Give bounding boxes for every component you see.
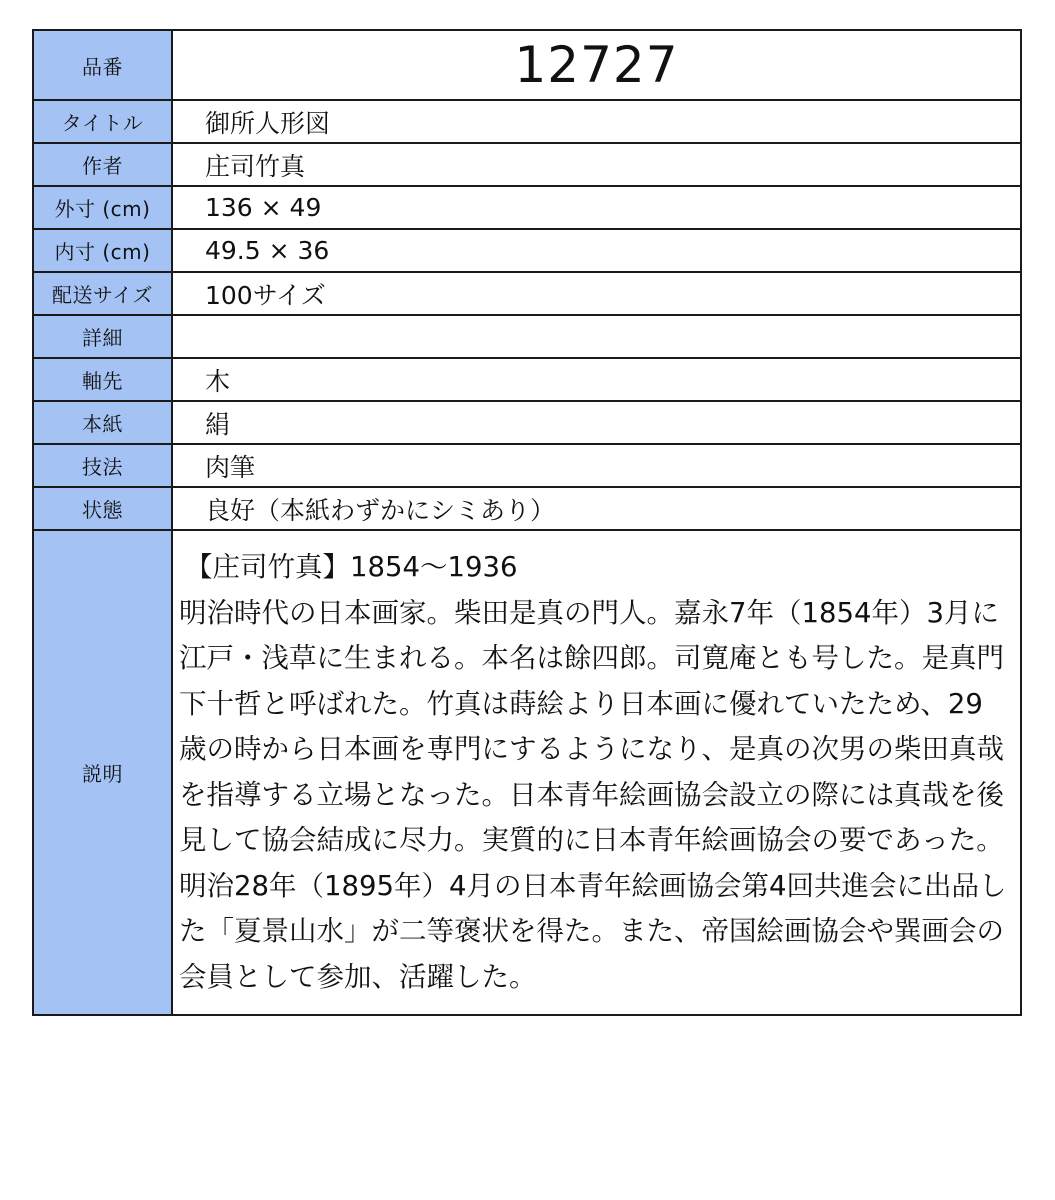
row-condition (33, 487, 1021, 530)
base-material-label: 本紙 (33, 401, 172, 444)
row-outer-size (33, 186, 1021, 229)
description-label: 説明 (33, 530, 172, 1015)
title-value: 御所人形図 (172, 100, 1021, 143)
row-author (33, 143, 1021, 186)
row-inner-size (33, 229, 1021, 272)
technique-label: 技法 (33, 444, 172, 487)
row-description (33, 530, 1021, 1015)
condition-label: 状態 (33, 487, 172, 530)
row-details (33, 315, 1021, 358)
details-value (172, 315, 1021, 358)
title-label: タイトル (33, 100, 172, 143)
description-heading: 【庄司竹真】1854〜1936 (185, 551, 518, 583)
row-technique (33, 444, 1021, 487)
outer-size-value: 136 × 49 (172, 186, 1021, 229)
inner-size-label: 内寸 (cm) (33, 229, 172, 272)
item-spec-table (32, 29, 1022, 1016)
row-item-number (33, 30, 1021, 100)
inner-size-value: 49.5 × 36 (172, 229, 1021, 272)
condition-value: 良好（本紙わずかにシミあり） (172, 487, 1021, 530)
description-cell (172, 530, 1021, 1015)
technique-value: 肉筆 (172, 444, 1021, 487)
author-label: 作者 (33, 143, 172, 186)
roller-end-label: 軸先 (33, 358, 172, 401)
outer-size-label: 外寸 (cm) (33, 186, 172, 229)
row-title (33, 100, 1021, 143)
description-body: 明治時代の日本画家。柴田是真の門人。嘉永7年（1854年）3月に江戸・浅草に生まれる。本名は餘四郎。司寛庵とも号した。是真門下十哲と呼ばれた。竹真は蒔絵より日本画に優れていたため、29歳の時から日本画を専門にするようになり、是真の次男の柴田真哉を指導する立場となった。日本青年絵画協会設立の際には真哉を後見して協会結成に尽力。実質的に日本青年絵画協会の要であった。明治28年（1895年）4月の日本青年絵画協会第4回共進会に出品した「夏景山水」が二等褒状を得た。また、帝国絵画協会や巽画会の会員として参加、活躍した。 (179, 596, 1007, 993)
row-base-material (33, 401, 1021, 444)
author-value: 庄司竹真 (172, 143, 1021, 186)
details-label: 詳細 (33, 315, 172, 358)
shipping-size-label: 配送サイズ (33, 272, 172, 315)
row-shipping-size (33, 272, 1021, 315)
row-roller-end (33, 358, 1021, 401)
shipping-size-value: 100サイズ (172, 272, 1021, 315)
roller-end-value: 木 (172, 358, 1021, 401)
item-number-value: 12727 (172, 30, 1021, 100)
item-number-label: 品番 (33, 30, 172, 100)
base-material-value: 絹 (172, 401, 1021, 444)
